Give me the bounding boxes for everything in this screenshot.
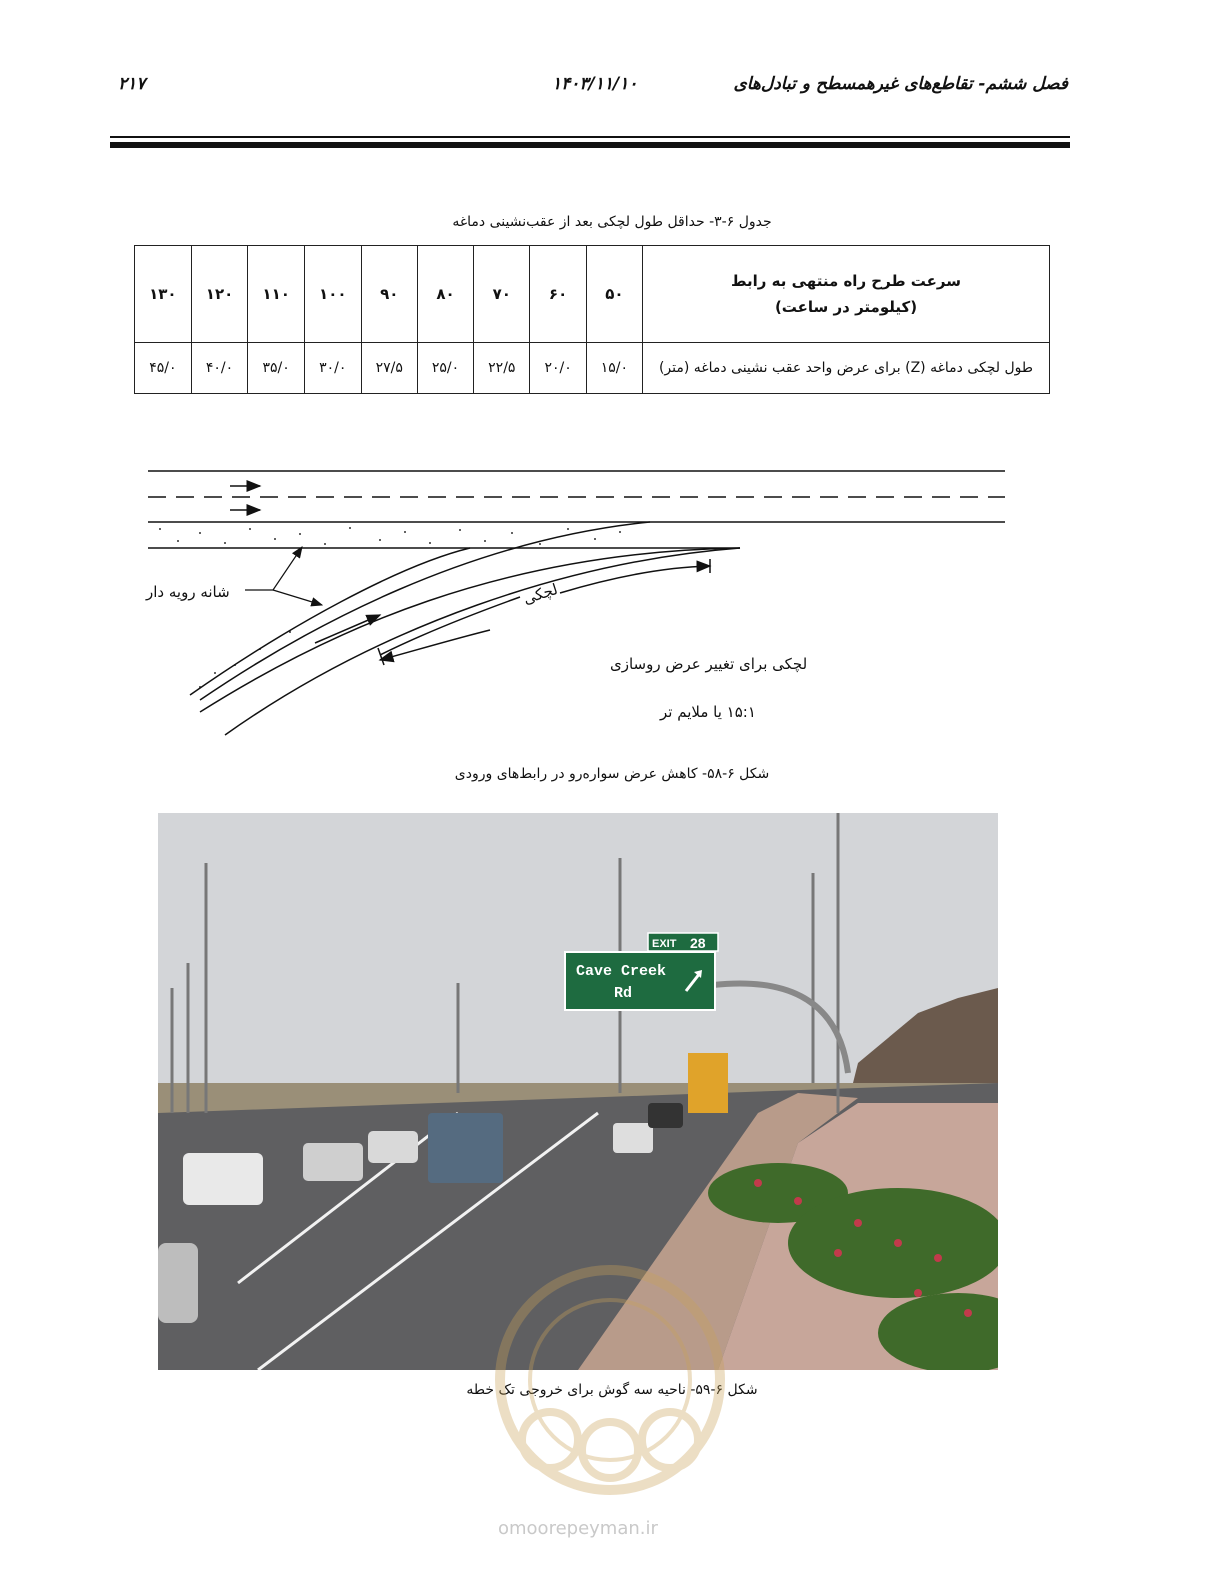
table-row-lengths xyxy=(135,343,1050,394)
length-cell: ۴۰/۰ xyxy=(191,343,248,394)
figure59-caption: شکل ۶-۵۹- ناحیه سه گوش برای خروجی تک خطه xyxy=(466,1382,758,1398)
speed-cell: ۱۱۰ xyxy=(248,246,305,343)
speed-cell: ۷۰ xyxy=(474,246,530,343)
taper-ratio-label: ۱۵:۱ یا ملایم تر xyxy=(660,703,756,721)
length-cell: ۲۲/۵ xyxy=(474,343,530,394)
chapter-title: فصل ششم- تقاطع‌های غیرهمسطح و تبادل‌های xyxy=(733,74,1068,94)
speed-cell: ۱۲۰ xyxy=(191,246,248,343)
width-change-label: لچکی برای تغییر عرض روسازی xyxy=(610,655,808,673)
website-watermark: omoorepeyman.ir xyxy=(498,1518,658,1539)
length-cell: ۳۰/۰ xyxy=(304,343,361,394)
ramp-taper-diagram xyxy=(140,455,1020,745)
shoulder-label: شانه رویه دار xyxy=(146,583,230,601)
header-rule-thick xyxy=(110,142,1070,148)
length-cell: ۲۰/۰ xyxy=(530,343,586,394)
length-header-cell: طول لچکی دماغه (Z) برای عرض واحد عقب نشینی دماغه (متر) xyxy=(643,343,1050,394)
length-cell: ۴۵/۰ xyxy=(135,343,192,394)
taper-label: لچکی xyxy=(521,580,560,608)
shoulder-stipple xyxy=(159,527,621,688)
sign-line2: Rd xyxy=(614,985,633,1002)
length-cell: ۲۵/۰ xyxy=(417,343,473,394)
publisher-seal-watermark xyxy=(480,1260,740,1500)
exit-label: EXIT xyxy=(652,938,677,950)
page-number: ۲۱۷ xyxy=(118,74,146,94)
speed-header-line2: (کیلومتر در ساعت) xyxy=(774,298,918,316)
speed-cell: ۱۰۰ xyxy=(304,246,361,343)
speed-cell: ۶۰ xyxy=(530,246,586,343)
exit-number: 28 xyxy=(690,935,706,951)
length-cell: ۱۵/۰ xyxy=(586,343,642,394)
speed-header-line1: سرعت طرح راه منتهی به رابط xyxy=(730,272,962,290)
sign-line1: Cave Creek xyxy=(576,963,667,980)
speed-cell: ۱۳۰ xyxy=(135,246,192,343)
header-date: ۱۴۰۳/۱۱/۱۰ xyxy=(552,74,638,94)
length-cell: ۲۷/۵ xyxy=(361,343,417,394)
speed-cell: ۹۰ xyxy=(361,246,417,343)
speed-header-cell xyxy=(643,246,1050,343)
speed-cell: ۵۰ xyxy=(586,246,642,343)
header-rule-thin xyxy=(110,136,1070,138)
figure58-caption: شکل ۶-۵۸- کاهش عرض سواره‌رو در رابط‌های ورودی xyxy=(454,766,770,782)
speed-cell: ۸۰ xyxy=(417,246,473,343)
table-caption: جدول ۶-۳- حداقل طول لچکی بعد از عقب‌نشینی دماغه xyxy=(452,214,772,230)
ramp-taper-drawing xyxy=(140,455,1020,745)
table-row-speeds xyxy=(135,246,1050,343)
length-cell: ۳۵/۰ xyxy=(248,343,305,394)
taper-length-table xyxy=(134,245,1050,394)
